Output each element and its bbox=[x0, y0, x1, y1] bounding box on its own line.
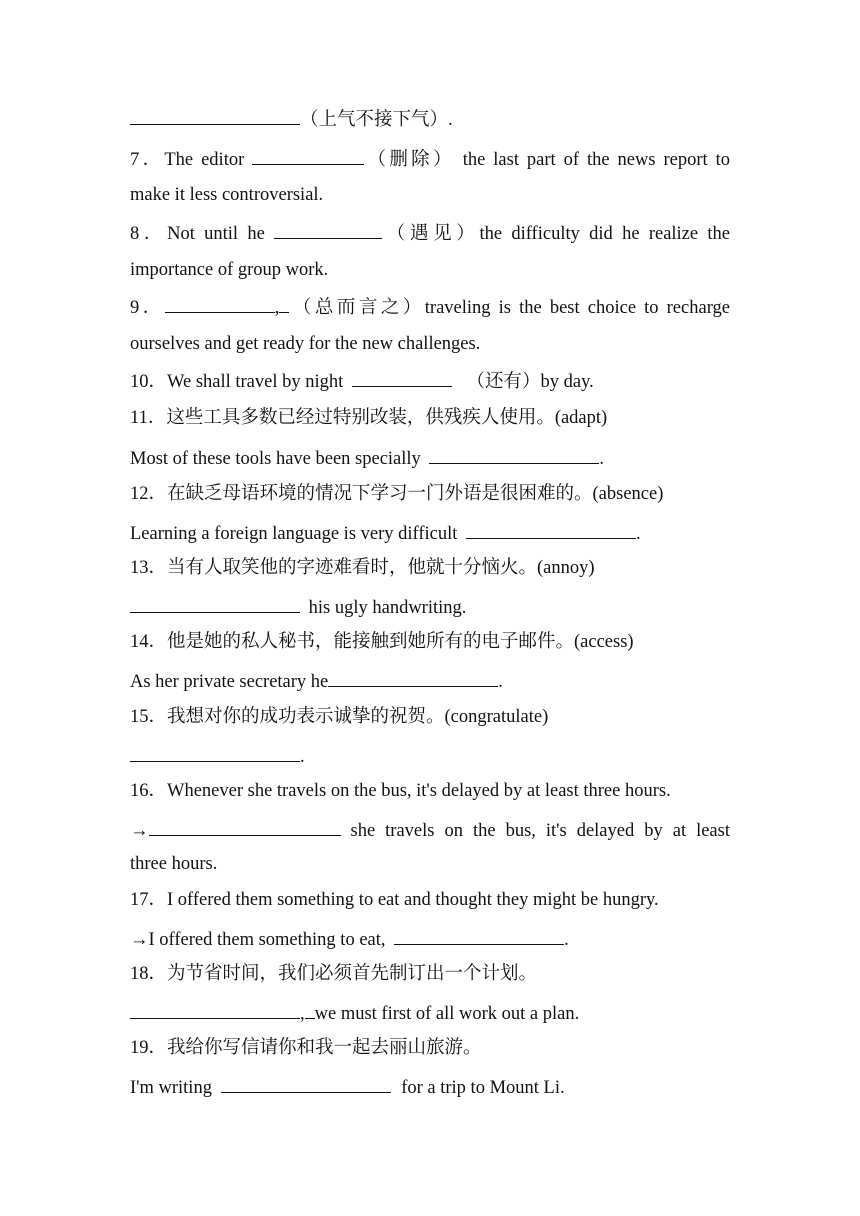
text: his ugly handwriting. bbox=[308, 598, 467, 618]
line-q11 bbox=[130, 406, 730, 430]
text: she travels on the bus, it's delayed by at least bbox=[350, 821, 730, 841]
line-q17-answer bbox=[130, 926, 730, 952]
text: 8．Not until he bbox=[130, 224, 265, 244]
line-q19 bbox=[130, 1036, 730, 1060]
line-q7-cont bbox=[130, 183, 730, 207]
line-q10 bbox=[130, 368, 730, 394]
text: make it less controversial. bbox=[130, 185, 324, 205]
line-q9-cont bbox=[130, 332, 730, 356]
line-q18 bbox=[130, 962, 730, 986]
text: 17．I offered them something to eat and thought they might be hungry. bbox=[130, 890, 659, 910]
answer-blank[interactable] bbox=[130, 1000, 300, 1019]
text: Most of these tools have been specially bbox=[130, 449, 421, 469]
line-q8-cont bbox=[130, 258, 730, 282]
line-q16-cont bbox=[130, 852, 730, 876]
text: （上气不接下气）. bbox=[300, 110, 453, 130]
text: I'm writing bbox=[130, 1078, 212, 1098]
line-q9 bbox=[130, 294, 730, 320]
text: 14．他是她的私人秘书，能接触到她所有的电子邮件。(access) bbox=[130, 632, 634, 652]
answer-blank[interactable] bbox=[130, 743, 300, 762]
answer-blank[interactable] bbox=[466, 520, 636, 539]
text: . bbox=[636, 524, 641, 544]
text: 10．We shall travel by night bbox=[130, 372, 344, 392]
text: , bbox=[274, 298, 280, 318]
line-q18-answer bbox=[130, 1000, 730, 1026]
line-q15-answer bbox=[130, 743, 730, 769]
text: three hours. bbox=[130, 854, 218, 874]
text: 11．这些工具多数已经过特别改装，供残疾人使用。(adapt) bbox=[130, 408, 608, 428]
answer-blank[interactable] bbox=[130, 106, 300, 125]
text: for a trip to Mount Li. bbox=[401, 1078, 565, 1098]
text: 19．我给你写信请你和我一起去丽山旅游。 bbox=[130, 1038, 482, 1058]
text: → bbox=[130, 821, 149, 841]
line-q17 bbox=[130, 888, 730, 912]
answer-blank[interactable] bbox=[429, 445, 599, 464]
line-q6-end bbox=[130, 106, 730, 132]
answer-blank[interactable] bbox=[149, 817, 341, 836]
text: →I offered them something to eat, bbox=[130, 930, 386, 950]
text: 15．我想对你的成功表示诚挚的祝贺。(congratulate) bbox=[130, 707, 549, 727]
text: 13．当有人取笑他的字迹难看时，他就十分恼火。(annoy) bbox=[130, 558, 595, 578]
line-q15 bbox=[130, 705, 730, 729]
text: 16．Whenever she travels on the bus, it's delayed by at least three hours. bbox=[130, 781, 671, 801]
text: Learning a foreign language is very difficult bbox=[130, 524, 458, 544]
text: 12．在缺乏母语环境的情况下学习一门外语是很困难的。(absence) bbox=[130, 484, 664, 504]
text: （遇见）the difficulty did he realize the bbox=[382, 224, 730, 244]
line-q16 bbox=[130, 779, 730, 803]
answer-blank[interactable] bbox=[274, 220, 382, 239]
text: 7．The editor bbox=[130, 150, 245, 170]
text: 9． bbox=[130, 298, 165, 318]
answer-blank[interactable] bbox=[328, 668, 498, 687]
line-q19-answer bbox=[130, 1074, 730, 1100]
line-q7 bbox=[130, 146, 730, 172]
answer-blank[interactable] bbox=[352, 368, 452, 387]
text: . bbox=[599, 449, 605, 469]
text: . bbox=[564, 930, 569, 950]
text: 18．为节省时间，我们必须首先制订出一个计划。 bbox=[130, 964, 538, 984]
answer-blank[interactable] bbox=[130, 594, 300, 613]
line-q13 bbox=[130, 556, 730, 580]
answer-blank[interactable] bbox=[394, 926, 564, 945]
text: , bbox=[300, 1004, 305, 1024]
line-q8 bbox=[130, 220, 730, 246]
text: . bbox=[498, 672, 503, 692]
answer-blank[interactable] bbox=[305, 1000, 315, 1019]
answer-blank[interactable] bbox=[252, 146, 364, 165]
answer-blank[interactable] bbox=[221, 1074, 391, 1093]
line-q16-answer bbox=[130, 817, 730, 843]
text: （总而言之）traveling is the best choice to recharge bbox=[289, 298, 730, 318]
answer-blank[interactable] bbox=[165, 294, 275, 313]
text: . bbox=[300, 747, 305, 767]
text: the last part of the news report to bbox=[462, 150, 730, 170]
text: （删除） bbox=[364, 150, 455, 170]
answer-blank[interactable] bbox=[279, 294, 289, 313]
line-q13-answer bbox=[130, 594, 730, 620]
line-q14 bbox=[130, 630, 730, 654]
text: （还有）by day. bbox=[466, 372, 594, 392]
text: importance of group work. bbox=[130, 260, 329, 280]
text: ourselves and get ready for the new challenges. bbox=[130, 334, 481, 354]
text: we must first of all work out a plan. bbox=[314, 1004, 580, 1024]
line-q14-answer bbox=[130, 668, 730, 694]
line-q11-answer bbox=[130, 445, 730, 471]
line-q12-answer bbox=[130, 520, 730, 546]
text: As her private secretary he bbox=[130, 672, 329, 692]
line-q12 bbox=[130, 482, 730, 506]
